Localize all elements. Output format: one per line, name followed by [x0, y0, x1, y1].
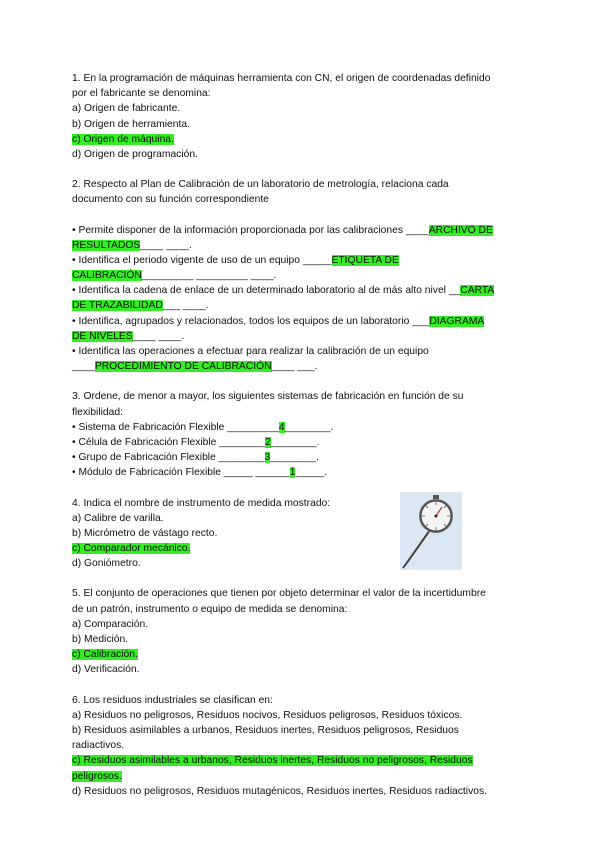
question-5-option-c-correct: c) Calibración.: [72, 649, 138, 661]
question-2-stem-line-1: 2. Respecto al Plan de Calibración de un laboratorio de metrología, relaciona cada: [72, 179, 449, 191]
question-4-option-c-correct: c) Comparador mecánico.: [72, 543, 191, 555]
question-2-item-1-line-2: RESULTADOS____ ____.: [72, 239, 192, 251]
question-4-stem: 4. Indica el nombre de instrumento de medida mostrado:: [72, 497, 331, 509]
question-3: [72, 389, 532, 480]
question-2-item-2-line-2: CALIBRACIÓN_________ _________ ____.: [72, 270, 277, 282]
question-2-item-5-line-1: • Identifica las operaciones a efectuar para realizar la calibración de un equipo: [72, 346, 429, 357]
question-3-item-2: • Célula de Fabricación Flexible ________2________.: [72, 436, 320, 448]
question-1-option-b: b) Origen de herramienta.: [72, 118, 190, 130]
question-2-item-3-line-1: • Identifica la cadena de enlace de un determinado laboratorio al de más alto nivel __CARTA: [72, 285, 495, 297]
question-1-stem-line-1: 1. En la programación de máquinas herramienta con CN, el origen de coordenadas definido: [72, 73, 491, 84]
question-1: [72, 71, 532, 162]
question-2-item-2-line-1: • Identifica el periodo vigente de uso de un equipo _____ETIQUETA DE: [72, 254, 399, 266]
question-3-item-1: • Sistema de Fabricación Flexible _________4________.: [72, 421, 334, 433]
question-1-option-d: d) Origen de programación.: [72, 148, 198, 160]
question-2: [72, 177, 532, 374]
question-2-stem-line-2: documento con su función correspondiente: [72, 194, 269, 206]
question-4-option-a: a) Calibre de varilla.: [72, 512, 164, 524]
answer-highlight: DE TRAZABILIDAD: [72, 300, 163, 312]
answer-highlight: ARCHIVO DE: [428, 224, 493, 236]
question-1-option-c-correct: c) Origen de máquina.: [72, 133, 174, 145]
answer-highlight: PROCEDIMIENTO DE CALIBRACIÓN: [94, 361, 272, 373]
question-6-option-c-correct-line-2: peligrosos.: [72, 770, 122, 782]
question-5-option-a: a) Comparación.: [72, 618, 149, 630]
answer-highlight: 2: [265, 436, 271, 448]
answer-highlight: DE NIVELES: [72, 330, 133, 342]
question-3-item-3: • Grupo de Fabricación Flexible ________3________.: [72, 452, 319, 464]
question-2-item-3-line-2: DE TRAZABILIDAD___ ____.: [72, 300, 209, 312]
question-1-option-a: a) Origen de fabricante.: [72, 103, 181, 115]
answer-highlight: RESULTADOS: [72, 239, 141, 251]
question-6-option-b-line-2: radiactivos.: [72, 740, 125, 752]
question-6: [72, 693, 532, 799]
exam-content: [72, 71, 532, 814]
dial-indicator-gauge-icon: [400, 492, 462, 570]
question-4-option-b: b) Micrómetro de vástago recto.: [72, 527, 218, 539]
question-6-option-d: d) Residuos no peligrosos, Residuos mutagénicos, Residuos inertes, Residuos radiactivos.: [72, 785, 487, 797]
question-2-item-4-line-2: DE NIVELES____ ____.: [72, 330, 185, 342]
answer-highlight: DIAGRAMA: [429, 315, 485, 327]
question-1-stem-line-2: por el fabricante se denomina:: [72, 88, 211, 100]
question-5-stem-line-1: 5. El conjunto de operaciones que tienen por objeto determinar el valor de la incertidumbre: [72, 588, 486, 600]
question-5-stem-line-2: de un patrón, instrumento o equipo de medida se denomina:: [72, 603, 348, 615]
answer-highlight: 3: [264, 452, 271, 464]
question-3-item-4: • Módulo de Fabricación Flexible _____ ______1_____.: [72, 467, 327, 479]
question-2-item-5-line-2: ____PROCEDIMIENTO DE CALIBRACIÓN____ ___.: [72, 361, 318, 373]
answer-highlight: 4: [278, 421, 285, 433]
question-2-item-4-line-1: • Identifica, agrupados y relacionados, todos los equipos de un laboratorio ___DIAGRAMA: [72, 315, 485, 327]
answer-highlight: CALIBRACIÓN: [72, 270, 142, 282]
question-5-option-d: d) Verificación.: [72, 664, 140, 676]
question-3-stem-line-2: flexibilidad:: [72, 406, 123, 418]
question-4: [72, 496, 532, 572]
answer-highlight: ETIQUETA DE: [331, 254, 399, 266]
question-4-option-d: d) Goniómetro.: [72, 558, 141, 570]
question-6-option-b-line-1: b) Residuos asimilables a urbanos, Residuos inertes, Residuos peligrosos, Residuos: [72, 724, 459, 736]
question-3-stem-line-1: 3. Ordene, de menor a mayor, los siguientes sistemas de fabricación en función de su: [72, 391, 464, 403]
question-6-option-a: a) Residuos no peligrosos, Residuos nocivos, Residuos peligrosos, Residuos tóxicos.: [72, 709, 463, 721]
answer-highlight: 1: [289, 467, 296, 479]
question-6-option-c-correct-line-1: c) Residuos asimilables a urbanos, Residuos inertes, Residuos no peligrosos, Residuos: [72, 755, 473, 767]
question-5: [72, 586, 532, 677]
question-6-stem: 6. Los residuos industriales se clasifican en:: [72, 694, 273, 706]
question-2-item-1-line-1: • Permite disponer de la información proporcionada por las calibraciones ____ARCHIVO DE: [72, 224, 493, 236]
question-5-option-b: b) Medición.: [72, 634, 129, 645]
answer-highlight: CARTA: [460, 285, 495, 297]
